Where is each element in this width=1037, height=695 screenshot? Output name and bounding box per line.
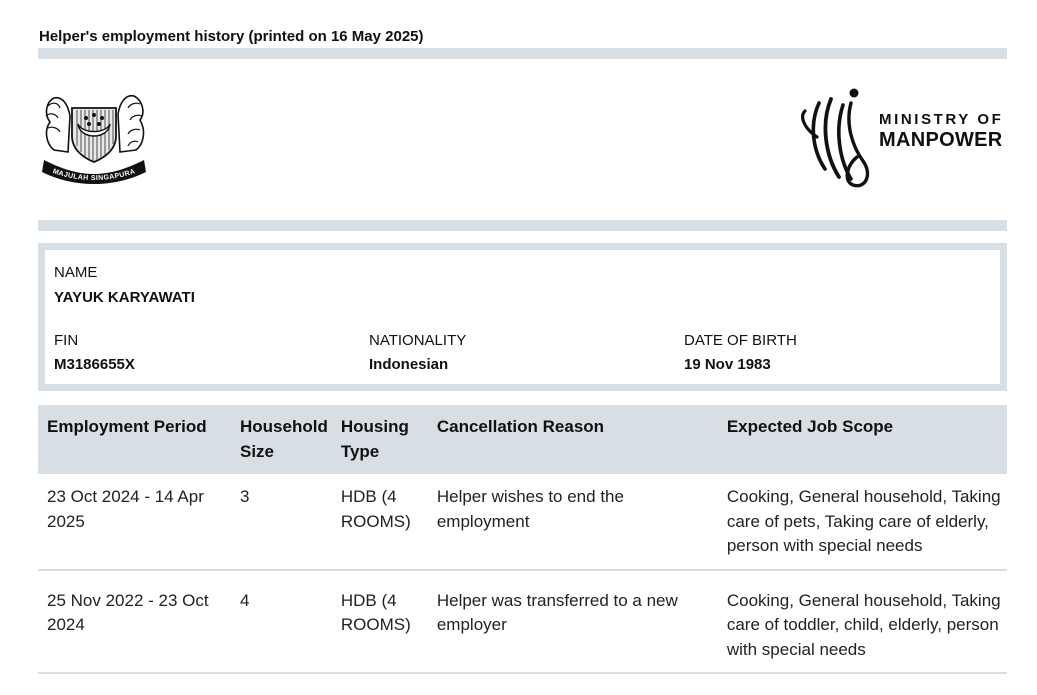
table-row	[38, 570, 1007, 674]
col-expected-job-scope: Expected Job Scope	[718, 405, 1007, 474]
nationality-label: NATIONALITY	[369, 332, 467, 349]
helper-name: YAYUK KARYAWATI	[54, 289, 195, 306]
section-divider	[38, 220, 1007, 231]
cancellation-reason: Helper wishes to end the employment	[428, 474, 718, 570]
ministry-line2: MANPOWER	[879, 129, 1003, 151]
employment-period: 25 Nov 2022 - 23 Oct 2024	[38, 570, 231, 674]
col-employment-period: Employment Period	[38, 405, 231, 474]
household-size: 4	[231, 570, 332, 674]
col-housing-type: Housing Type	[332, 405, 428, 474]
table-row	[38, 474, 1007, 570]
col-cancellation-reason: Cancellation Reason	[428, 405, 718, 474]
ministry-line1: MINISTRY OF	[879, 111, 1004, 128]
header-divider	[38, 48, 1007, 59]
housing-type: HDB (4 ROOMS)	[332, 570, 428, 674]
housing-type: HDB (4 ROOMS)	[332, 474, 428, 570]
crest-motto: MAJULAH SINGAPURA	[51, 168, 137, 183]
expected-job-scope: Cooking, General household, Taking care of toddler, child, elderly, person with special needs	[718, 570, 1007, 674]
fin-label: FIN	[54, 332, 79, 349]
helper-fin: M3186655X	[54, 356, 135, 373]
table-header-row	[38, 405, 1007, 474]
expected-job-scope: Cooking, General household, Taking care of pets, Taking care of elderly, person with special needs	[718, 474, 1007, 570]
col-household-size: Household Size	[231, 405, 332, 474]
cancellation-reason: Helper was transferred to a new employer	[428, 570, 718, 674]
employment-history-table	[38, 405, 1007, 674]
document-title: Helper's employment history (printed on 16 May 2025)	[39, 28, 424, 45]
helper-details-panel	[38, 243, 1007, 391]
helper-dob: 19 Nov 1983	[684, 356, 771, 373]
singapore-coat-of-arms-logo	[40, 86, 148, 184]
ministry-of-manpower-wordmark	[879, 112, 1003, 150]
employment-period: 23 Oct 2024 - 14 Apr 2025	[38, 474, 231, 570]
dob-label: DATE OF BIRTH	[684, 332, 797, 349]
household-size: 3	[231, 474, 332, 570]
name-label: NAME	[54, 264, 98, 281]
helper-nationality: Indonesian	[369, 356, 449, 373]
